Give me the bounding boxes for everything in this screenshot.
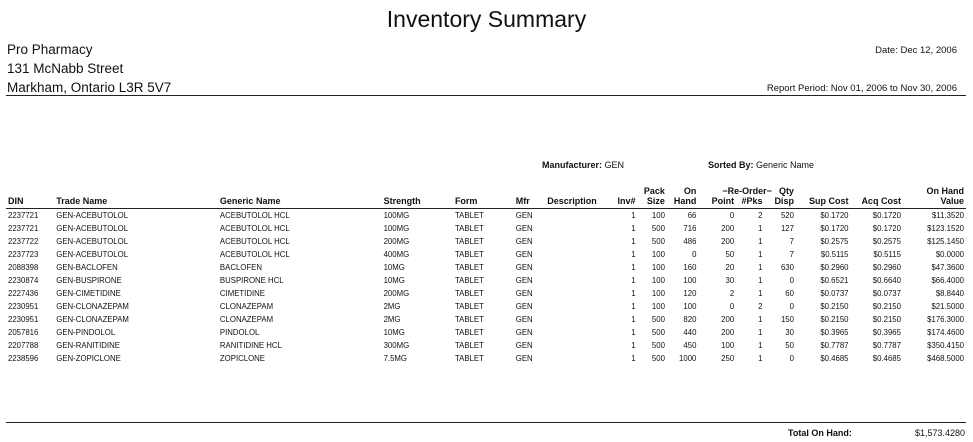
cell-strength: 400MG [383,250,410,259]
cell-reorder-point: 100 [721,341,735,350]
cell-sup-cost: $0.2150 [820,315,849,324]
cell-reorder-point: 200 [721,315,735,324]
cell-acq-cost: $0.2960 [872,263,901,272]
cell-description [545,287,612,300]
cell-on-hand-value: $0.0000 [935,250,964,259]
cell-pack-size: 100 [651,276,665,285]
cell-reorder-pks: 1 [758,341,763,350]
col-pack-size [638,186,667,209]
cell-on-hand-value: $123.1520 [927,224,964,233]
cell-on-hand: 820 [683,315,697,324]
cell-mfr: GEN [515,341,533,350]
cell-generic-name: PINDOLOL [219,328,260,337]
cell-qty-disp: 520 [780,211,794,220]
cell-strength: 7.5MG [383,354,407,363]
cell-form: TABLET [454,315,484,324]
table-row [6,287,966,300]
cell-form: TABLET [454,302,484,311]
col-on-hand-value [903,186,966,209]
cell-mfr: GEN [515,302,533,311]
col-din: DIN [6,186,54,209]
cell-trade-name: GEN-ACEBUTOLOL [56,224,129,233]
reorder-group: −Re-Order− [722,186,772,196]
cell-sup-cost: $0.2960 [820,263,849,272]
cell-acq-cost: $0.2575 [872,237,901,246]
cell-trade-name: GEN-CIMETIDINE [56,289,121,298]
cell-qty-disp: 7 [789,250,794,259]
cell-mfr: GEN [515,263,533,272]
cell-pack-size: 500 [651,237,665,246]
col-sup-cost: Sup Cost [796,186,851,209]
pharmacy-street: 131 McNabb Street [7,61,124,76]
cell-sup-cost: $0.5115 [820,250,849,259]
cell-inv: 1 [631,289,636,298]
cell-acq-cost: $0.1720 [872,211,901,220]
manufacturer-filter [542,160,624,170]
table-row [6,339,966,352]
cell-trade-name: GEN-ACEBUTOLOL [56,211,129,220]
col-description: Description [545,186,612,209]
cell-generic-name: ACEBUTOLOL HCL [219,224,290,233]
cell-din: 2237723 [8,250,39,259]
cell-on-hand: 66 [687,211,697,220]
cell-description [545,339,612,352]
cell-acq-cost: $0.2150 [872,302,901,311]
cell-din: 2057816 [8,328,39,337]
cell-form: TABLET [454,354,484,363]
cell-on-hand-value: $350.4150 [927,341,964,350]
qty-line-2: Disp [774,196,794,206]
table-row [6,261,966,274]
cell-acq-cost: $0.5115 [873,250,901,259]
pharmacy-city: Markham, Ontario L3R 5V7 [7,80,172,95]
cell-sup-cost: $0.4685 [820,354,849,363]
cell-mfr: GEN [515,354,533,363]
cell-sup-cost: $0.0737 [820,289,849,298]
cell-din: 2237721 [8,211,39,220]
cell-form: TABLET [454,328,484,337]
cell-pack-size: 100 [651,211,665,220]
cell-inv: 1 [631,237,636,246]
cell-mfr: GEN [515,237,533,246]
table-row [6,209,966,223]
cell-din: 2088398 [8,263,39,272]
manufacturer-label: Manufacturer: [542,160,603,170]
cell-mfr: GEN [515,224,533,233]
header-rule [6,95,966,96]
cell-sup-cost: $0.7787 [820,341,849,350]
cell-inv: 1 [631,224,636,233]
col-on-hand [667,186,698,209]
cell-generic-name: ZOPICLONE [219,354,265,363]
cell-reorder-pks: 2 [758,211,763,220]
col-inv: Inv# [612,186,637,209]
table-row [6,300,966,313]
cell-pack-size: 500 [651,328,665,337]
report-date: Date: Dec 12, 2006 [875,45,957,56]
cell-sup-cost: $0.2575 [820,237,849,246]
cell-form: TABLET [454,237,484,246]
cell-reorder-pks: 1 [758,354,763,363]
col-strength: Strength [382,186,453,209]
cell-din: 2227436 [8,289,39,298]
cell-reorder-point: 200 [721,237,735,246]
cell-acq-cost: $0.4685 [872,354,901,363]
cell-pack-size: 500 [651,341,665,350]
cell-on-hand-value: $66.4000 [931,276,964,285]
col-reorder-pks: #Pks [736,186,764,209]
report-title: Inventory Summary [386,6,587,32]
cell-strength: 2MG [383,315,401,324]
cell-generic-name: BACLOFEN [219,263,262,272]
cell-qty-disp: 30 [785,328,794,337]
cell-reorder-point: 2 [729,289,735,298]
col-acq-cost: Acq Cost [851,186,903,209]
cell-inv: 1 [631,263,636,272]
cell-inv: 1 [631,302,636,311]
cell-description [545,313,612,326]
cell-generic-name: ACEBUTOLOL HCL [219,211,290,220]
cell-qty-disp: 7 [789,237,794,246]
pharmacy-name: Pro Pharmacy [7,42,93,57]
cell-trade-name: GEN-BUSPIRONE [56,276,122,285]
cell-generic-name: CLONAZEPAM [219,315,274,324]
cell-strength: 10MG [383,328,405,337]
cell-din: 2237721 [8,224,39,233]
cell-qty-disp: 150 [780,315,794,324]
cell-reorder-point: 200 [721,224,735,233]
sorted-label: Sorted By: [708,160,754,170]
cell-qty-disp: 0 [789,276,794,285]
cell-qty-disp: 50 [785,341,794,350]
cell-description [545,248,612,261]
value-line-1: On Hand [926,186,964,196]
cell-acq-cost: $0.1720 [872,224,901,233]
table-row [6,222,966,235]
cell-din: 2230951 [8,302,39,311]
cell-pack-size: 500 [651,315,665,324]
cell-description [545,222,612,235]
table-row [6,326,966,339]
cell-trade-name: GEN-CLONAZEPAM [56,302,129,311]
cell-reorder-pks: 1 [758,250,763,259]
cell-strength: 10MG [383,276,405,285]
cell-mfr: GEN [515,211,533,220]
cell-reorder-pks: 1 [758,276,763,285]
col-form: Form [453,186,514,209]
cell-on-hand-value: $8.8440 [935,289,964,298]
cell-sup-cost: $0.6521 [820,276,849,285]
cell-acq-cost: $0.7787 [872,341,901,350]
cell-sup-cost: $0.1720 [820,224,849,233]
manufacturer-value: GEN [604,160,625,170]
cell-form: TABLET [454,211,484,220]
cell-on-hand: 716 [683,224,697,233]
report-period: Report Period: Nov 01, 2006 to Nov 30, 2006 [766,83,957,94]
cell-reorder-pks: 1 [758,315,763,324]
cell-on-hand: 486 [683,237,697,246]
pack-line-2: Size [646,196,665,206]
onhand-line-2: Hand [673,196,697,206]
cell-mfr: GEN [515,328,533,337]
cell-strength: 100MG [383,211,410,220]
col-mfr: Mfr [514,186,545,209]
table-header-row [6,186,966,209]
cell-pack-size: 100 [651,289,665,298]
cell-pack-size: 500 [651,224,665,233]
total-value: $1,573.4280 [914,428,965,438]
cell-reorder-pks: 2 [758,302,763,311]
cell-on-hand: 440 [683,328,697,337]
cell-reorder-pks: 1 [758,328,763,337]
cell-on-hand: 100 [683,302,697,311]
cell-generic-name: CIMETIDINE [219,289,265,298]
cell-reorder-point: 200 [721,328,735,337]
cell-trade-name: GEN-RANITIDINE [56,341,120,350]
cell-inv: 1 [631,341,636,350]
cell-description [545,326,612,339]
point-label: Point [711,196,735,206]
col-generic-name: Generic Name [218,186,382,209]
cell-trade-name: GEN-ZOPICLONE [56,354,121,363]
cell-description [545,261,612,274]
cell-strength: 200MG [383,289,410,298]
table-row [6,274,966,287]
cell-on-hand-value: $47.3600 [931,263,964,272]
inventory-table [6,186,966,365]
cell-generic-name: RANITIDINE HCL [219,341,282,350]
cell-trade-name: GEN-BACLOFEN [56,263,118,272]
cell-acq-cost: $0.0737 [872,289,901,298]
total-rule [6,422,966,423]
cell-reorder-pks: 1 [758,263,763,272]
cell-pack-size: 500 [651,354,665,363]
cell-generic-name: ACEBUTOLOL HCL [219,250,290,259]
cell-qty-disp: 0 [789,302,794,311]
cell-description [545,300,612,313]
cell-reorder-point: 30 [725,276,735,285]
sort-info [708,160,814,170]
cell-pack-size: 100 [651,302,665,311]
cell-on-hand: 120 [683,289,697,298]
qty-line-1: Qty [778,186,794,196]
cell-form: TABLET [454,224,484,233]
pack-line-1: Pack [643,186,665,196]
cell-form: TABLET [454,341,484,350]
table-row [6,352,966,365]
cell-acq-cost: $0.2150 [872,315,901,324]
cell-acq-cost: $0.3965 [872,328,901,337]
cell-on-hand-value: $21.5000 [931,302,964,311]
cell-din: 2230874 [8,276,39,285]
cell-mfr: GEN [515,315,533,324]
cell-reorder-point: 250 [721,354,735,363]
cell-reorder-pks: 1 [758,237,763,246]
cell-reorder-point: 50 [725,250,735,259]
cell-sup-cost: $0.1720 [820,211,849,220]
cell-pack-size: 100 [651,263,665,272]
cell-din: 2237722 [8,237,39,246]
cell-mfr: GEN [515,289,533,298]
cell-trade-name: GEN-ACEBUTOLOL [56,237,129,246]
cell-mfr: GEN [515,250,533,259]
table-body [6,209,966,366]
table-row [6,248,966,261]
cell-reorder-point: 0 [729,302,735,311]
cell-din: 2207788 [8,341,39,350]
cell-strength: 200MG [383,237,410,246]
cell-description [545,209,612,223]
cell-strength: 100MG [383,224,410,233]
cell-description [545,235,612,248]
cell-inv: 1 [631,315,636,324]
onhand-line-1: On [683,186,697,196]
cell-din: 2238596 [8,354,39,363]
cell-generic-name: ACEBUTOLOL HCL [219,237,290,246]
cell-form: TABLET [454,250,484,259]
cell-on-hand-value: $468.5000 [927,354,964,363]
cell-form: TABLET [454,289,484,298]
cell-qty-disp: 0 [789,354,794,363]
cell-pack-size: 100 [651,250,665,259]
cell-strength: 2MG [383,302,401,311]
cell-reorder-point: 0 [729,211,735,220]
cell-form: TABLET [454,263,484,272]
cell-inv: 1 [631,328,636,337]
cell-on-hand: 160 [683,263,697,272]
cell-inv: 1 [631,276,636,285]
cell-reorder-pks: 1 [758,224,763,233]
cell-on-hand: 100 [683,276,697,285]
cell-inv: 1 [631,354,636,363]
cell-acq-cost: $0.6640 [872,276,901,285]
cell-form: TABLET [454,276,484,285]
cell-din: 2230951 [8,315,39,324]
cell-description [545,352,612,365]
cell-generic-name: CLONAZEPAM [219,302,274,311]
cell-qty-disp: 630 [780,263,794,272]
cell-sup-cost: $0.2150 [820,302,849,311]
sorted-value: Generic Name [756,160,815,170]
cell-sup-cost: $0.3965 [820,328,849,337]
cell-trade-name: GEN-ACEBUTOLOL [56,250,129,259]
cell-mfr: GEN [515,276,533,285]
cell-qty-disp: 60 [785,289,794,298]
cell-qty-disp: 127 [780,224,794,233]
cell-on-hand: 0 [692,250,697,259]
col-trade-name: Trade Name [54,186,218,209]
cell-on-hand: 450 [683,341,697,350]
cell-on-hand: 1000 [679,354,697,363]
table-row [6,313,966,326]
table-row [6,235,966,248]
total-label: Total On Hand: [788,428,852,438]
cell-on-hand-value: $11.3520 [932,211,964,220]
cell-description [545,274,612,287]
cell-generic-name: BUSPIRONE HCL [219,276,284,285]
cell-on-hand-value: $176.3000 [927,315,964,324]
cell-strength: 300MG [383,341,410,350]
cell-on-hand-value: $125.1450 [927,237,964,246]
cell-on-hand-value: $174.4600 [927,328,964,337]
cell-strength: 10MG [383,263,405,272]
cell-trade-name: GEN-CLONAZEPAM [56,315,129,324]
cell-inv: 1 [631,211,636,220]
cell-trade-name: GEN-PINDOLOL [56,328,116,337]
cell-inv: 1 [631,250,636,259]
value-line-2: Value [940,196,964,206]
cell-reorder-point: 20 [725,263,735,272]
cell-reorder-pks: 1 [758,289,763,298]
